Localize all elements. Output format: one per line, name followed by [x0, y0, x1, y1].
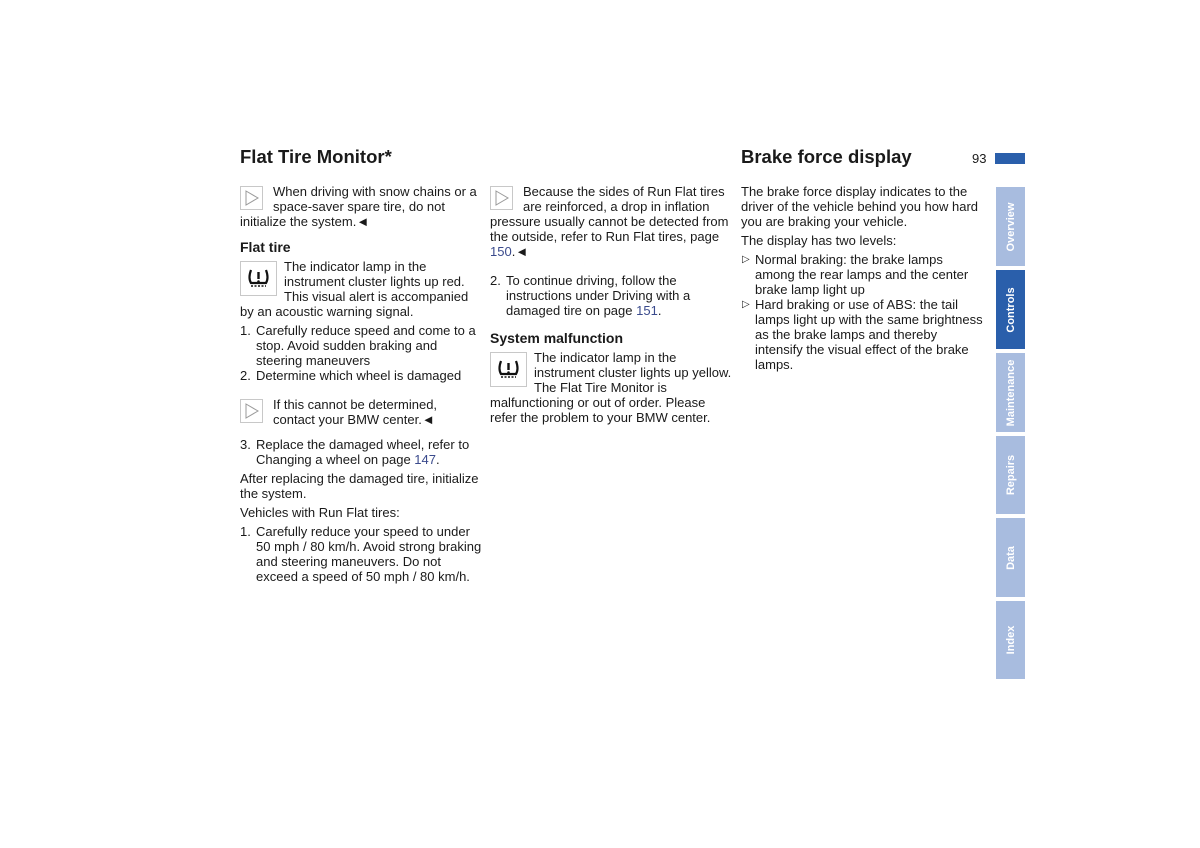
column-1 [240, 184, 482, 588]
steps-list-col2 [490, 273, 732, 318]
tab-label: Controls [1004, 286, 1017, 333]
section-title-flat-tire-monitor: Flat Tire Monitor* [240, 146, 392, 167]
note-bmw-center-text: If this cannot be determined, contact your BMW center.◄ [273, 397, 438, 427]
list-item [741, 252, 983, 297]
list-item [240, 524, 482, 584]
steps-list-continued [240, 437, 482, 467]
tire-pressure-warning-icon [490, 352, 527, 387]
note-triangle-icon [240, 399, 263, 423]
list-item-text: Hard braking or use of ABS: the tail lamps light up with the same brightness as the brake lamps and thereby intensify the visual effect of the brake lamps. [755, 297, 983, 372]
warning-red-lamp [240, 259, 482, 319]
warning-red-lamp-text: The indicator lamp in the instrument cluster lights up red. This visual alert is accompanied by an acoustic warning signal. [240, 259, 469, 319]
tab-label: Index [1004, 625, 1017, 655]
after-replace-text: After replacing the damaged tire, initialize the system. [240, 471, 479, 501]
note-snow-chains-text: When driving with snow chains or a space-saver spare tire, do not initialize the system.◄ [240, 184, 477, 229]
warning-yellow-lamp [490, 350, 732, 425]
bullet-triangle-icon: ▷ [742, 299, 750, 310]
list-item [741, 297, 983, 372]
list-item [240, 323, 482, 368]
tab-label: Data [1004, 545, 1017, 570]
list-item-number: 1. [240, 323, 251, 338]
note-bmw-center [240, 397, 482, 427]
list-item-text: Carefully reduce your speed to under 50 mph / 80 km/h. Avoid strong braking and steering maneuvers. Do not exceed a speed of 50 mph / 80 km/h. [256, 524, 482, 584]
tab-label: Maintenance [1004, 359, 1017, 426]
flat-tire-heading: Flat tire [240, 239, 291, 255]
column-2 [490, 184, 732, 425]
tab-label: Repairs [1004, 454, 1017, 496]
brake-force-intro: The brake force display indicates to the driver of the vehicle behind you how hard you are braking your vehicle. [741, 184, 979, 229]
steps-list [240, 323, 482, 383]
bullet-triangle-icon: ▷ [742, 254, 750, 265]
list-item-suffix: . [657, 303, 662, 318]
page-number: 93 [972, 151, 987, 166]
page-link-151[interactable]: 151 [636, 303, 658, 318]
system-malfunction-heading: System malfunction [490, 330, 624, 346]
tab-repairs[interactable] [996, 436, 1025, 514]
page-link-150[interactable]: 150 [490, 244, 512, 259]
brake-force-levels: The display has two levels: [741, 233, 897, 248]
list-item-suffix: . [436, 452, 440, 467]
brake-levels-list [741, 252, 983, 372]
list-item-text: Normal braking: the brake lamps among the rear lamps and the center brake lamp light up [755, 252, 969, 297]
note-run-flat [490, 184, 732, 259]
note-run-flat-text: Because the sides of Run Flat tires are reinforced, a drop in inflation pressure usually cannot be detected from the outside, refer to Run Flat tires, page [490, 184, 729, 244]
tab-maintenance[interactable] [996, 353, 1025, 432]
list-item-text: Replace the damaged wheel, refer to Changing a wheel on page [256, 437, 470, 467]
list-item [240, 368, 482, 383]
run-flat-steps-list [240, 524, 482, 584]
note-run-flat-suffix: .◄ [511, 244, 529, 259]
tire-pressure-warning-icon [240, 261, 277, 296]
list-item-number: 2. [490, 273, 501, 288]
page-link-147[interactable]: 147 [414, 452, 436, 467]
note-triangle-icon [490, 186, 513, 210]
tab-controls[interactable] [996, 270, 1025, 349]
run-flat-intro: Vehicles with Run Flat tires: [240, 505, 400, 520]
list-item-text: Carefully reduce speed and come to a stop. Avoid sudden braking and steering maneuvers [256, 323, 476, 368]
note-snow-chains [240, 184, 482, 229]
list-item-text: To continue driving, follow the instructions under Driving with a damaged tire on page [506, 273, 691, 318]
section-title-brake-force-display: Brake force display [741, 146, 912, 167]
note-triangle-icon [240, 186, 263, 210]
tab-overview[interactable] [996, 187, 1025, 266]
page-marker-bar [995, 153, 1025, 164]
list-item-number: 3. [240, 437, 251, 452]
warning-yellow-lamp-text: The indicator lamp in the instrument cluster lights up yellow. The Flat Tire Monitor is malfunctioning or out of order. Please refer the problem to your BMW center. [490, 350, 732, 425]
list-item-text: Determine which wheel is damaged [256, 368, 462, 383]
tab-index[interactable] [996, 601, 1025, 679]
list-item-number: 2. [240, 368, 251, 383]
list-item-number: 1. [240, 524, 251, 539]
list-item [490, 273, 732, 318]
list-item [240, 437, 482, 467]
tab-label: Overview [1004, 202, 1017, 251]
column-3 [741, 184, 983, 372]
tab-data[interactable] [996, 518, 1025, 597]
